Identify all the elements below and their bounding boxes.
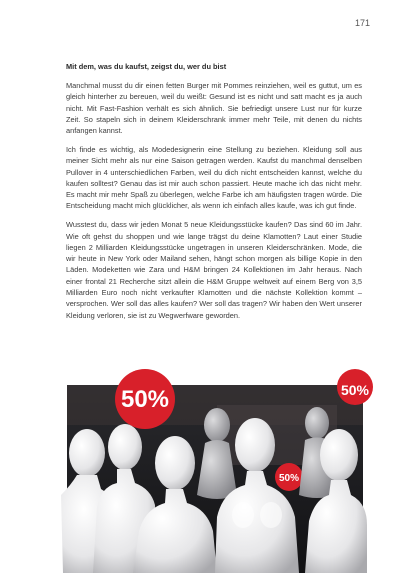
page-number: 171: [354, 18, 370, 28]
sale-sign-label: 50%: [120, 386, 170, 413]
sale-sign-label: 50%: [278, 473, 300, 484]
mannequins-illustration: [67, 382, 370, 573]
sale-sign: [275, 463, 303, 491]
sale-sign: [337, 369, 373, 405]
mannequins-photo: [67, 382, 370, 573]
article-paragraph: Wusstest du, dass wir jeden Monat 5 neue Kleidungsstücke kaufen? Das sind 60 im Jahr. Wie oft gehst du shoppen und wie lange trägst du deine Klamotten? Laut einer Studie liegen 2 Milliarden Kleidungsstücke ungetragen in unseren Kleiderschränken. Mode, die wir heute in New York oder Mailand sehen, hängt schon morgen als billige Kopie in den Läden. Modeketten wie Zara und H&M bringen 24 Kollektionen im Jahr heraus. Nach einer frontal 21 Recherche sitzt allein die H&M Gruppe weltweit auf einem Berg von 3,5 Milliarden Euro noch nicht verkaufter Klamotten und die nächste Kollektion kommt – versprochen. Wer soll das alles kaufen? Wer soll das tragen? Wir haben den Wert unserer Kleidung verloren, sie ist zu Wegwerfware geworden.: [66, 220, 362, 320]
sale-sign-label: 50%: [340, 382, 370, 398]
article-paragraph: Ich finde es wichtig, als Modedesignerin eine Stellung zu beziehen. Kleidung soll aus meiner Sicht mehr als nur eine Saison getragen werden. Kaufst du manchmal denselben Pullover in 4 unterschiedlichen Farben, weil du dich nicht entscheiden kannst, welche du kaufen solltest? Genau das ist mir auch schon passiert. Heute mache ich das nicht mehr. Es macht mir mehr Spaß zu überlegen, welche Farbe ich am häufigsten tragen würde. Die Entscheidung macht mich glücklicher, als wenn ich einfach alles kaufe, was ich gut finde.: [66, 144, 362, 211]
article-paragraph: Manchmal musst du dir einen fetten Burger mit Pommes reinziehen, weil es guttut, um es gleich hinterher zu bereuen, weil du weißt: Gesund ist es nicht und satt macht es ja auch nicht. Mit Fast-Fashion verhält es sich ähnlich. Sie befriedigt unsere Lust nur für kurze Zeit. So stapeln sich in deinem Kleiderschrank immer mehr Teile, mit denen du nichts anfangen kannst.: [66, 81, 362, 136]
article: [66, 62, 362, 328]
article-heading: Mit dem, was du kaufst, zeigst du, wer du bist: [66, 62, 227, 71]
sale-sign: [115, 369, 175, 429]
